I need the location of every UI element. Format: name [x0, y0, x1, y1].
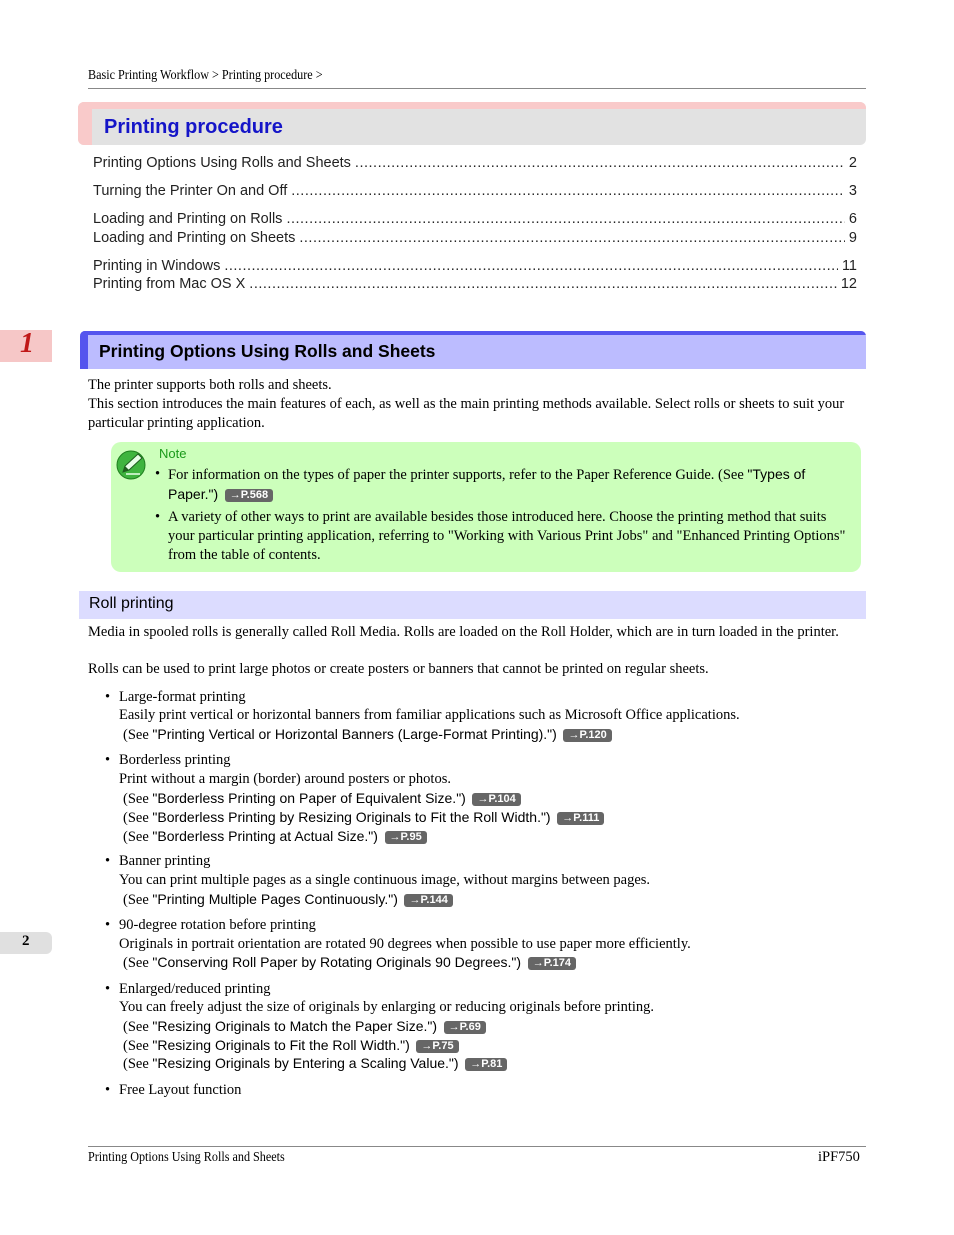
page-ref-badge[interactable]: →P.111: [557, 812, 604, 825]
feature-desc: Easily print vertical or horizontal banners from familiar applications such as Microsoft Office applications.: [119, 707, 740, 723]
toc-entry-page[interactable]: 12: [840, 276, 857, 292]
bullet: •: [105, 917, 111, 933]
footer-section-title: Printing Options Using Rolls and Sheets: [88, 1149, 285, 1164]
see-reference: [123, 789, 521, 809]
toc-entry-title[interactable]: Printing in Windows: [93, 258, 221, 274]
subsection-header-bar: [79, 591, 866, 619]
toc-leader: [249, 276, 837, 292]
see-prefix: (See: [123, 892, 153, 908]
see-prefix: (See: [123, 829, 153, 845]
page-ref-badge[interactable]: →P.104: [472, 793, 520, 806]
see-reference: [123, 953, 576, 973]
feature-title: Borderless printing: [119, 752, 231, 768]
toc-leader: [286, 211, 844, 227]
cross-reference-link[interactable]: "Printing Multiple Pages Continuously."): [152, 891, 398, 907]
page-ref-badge[interactable]: →P.81: [465, 1058, 507, 1071]
see-prefix: (See: [123, 1019, 153, 1035]
bullet: •: [105, 752, 111, 768]
toc-entry[interactable]: [93, 230, 857, 246]
see-prefix: (See: [123, 727, 153, 743]
feature-title: Large-format printing: [119, 689, 246, 705]
cross-reference-link[interactable]: "Resizing Originals to Match the Paper Size."): [152, 1018, 438, 1034]
footer-model-name: iPF750: [818, 1149, 860, 1165]
feature-desc: You can freely adjust the size of originals by enlarging or reducing originals before printing.: [119, 999, 655, 1015]
see-reference: [123, 1036, 459, 1056]
toc-entry-page[interactable]: 6: [848, 211, 857, 227]
page-ref-badge[interactable]: →P.69: [444, 1021, 486, 1034]
see-reference: [123, 890, 453, 910]
see-prefix: (See: [123, 1038, 153, 1054]
feature-title: 90-degree rotation before printing: [119, 917, 316, 933]
chapter-number: 1: [20, 328, 34, 359]
see-prefix: (See: [123, 955, 153, 971]
note-text: A variety of other ways to print are available besides those introduced here. Choose the printing method that suits your particular printing application, referring to "Working with Various Print Jobs" and "Enhanced Printing Options" from the table of contents.: [168, 509, 846, 563]
see-prefix: (See: [123, 1056, 153, 1072]
bullet: •: [105, 853, 111, 869]
page-ref-badge[interactable]: →P.568: [225, 489, 273, 502]
bullet: •: [105, 981, 111, 997]
note-text: For information on the types of paper the printer supports, refer to the Paper Reference Guide. (See: [168, 467, 748, 483]
toc-entry-page[interactable]: 11: [841, 258, 857, 274]
see-prefix: (See: [123, 810, 153, 826]
see-reference: [123, 808, 604, 828]
feature-desc: You can print multiple pages as a single continuous image, without margins between pages.: [119, 872, 651, 888]
toc-entry-title[interactable]: Printing Options Using Rolls and Sheets: [93, 155, 351, 171]
intro-line-1: The printer supports both rolls and sheets.: [88, 377, 332, 393]
see-reference: [123, 1017, 486, 1037]
toc-entry-title[interactable]: Loading and Printing on Sheets: [93, 230, 296, 246]
page-ref-badge[interactable]: →P.174: [528, 957, 576, 970]
feature-desc: Print without a margin (border) around posters or photos.: [119, 771, 451, 787]
cross-reference-link[interactable]: "Borderless Printing at Actual Size."): [152, 828, 378, 844]
see-reference: [123, 827, 427, 847]
page-ref-badge[interactable]: →P.75: [416, 1040, 458, 1053]
bullet: •: [155, 466, 161, 482]
toc-entry-title[interactable]: Turning the Printer On and Off: [93, 183, 288, 199]
cross-reference-link[interactable]: "Resizing Originals by Entering a Scaling Value."): [152, 1055, 459, 1071]
cross-reference-link[interactable]: "Types of Paper."): [168, 466, 806, 502]
pencil-note-icon: [114, 448, 148, 480]
see-reference: [123, 725, 612, 745]
intro-line-2: This section introduces the main features of each, as well as the main printing methods available. Select rolls or sheets to suit your particular printing application.: [88, 396, 845, 431]
feature-desc: Originals in portrait orientation are rotated 90 degrees when possible to use paper more efficiently.: [119, 936, 691, 952]
bullet: •: [155, 509, 161, 525]
note-label: Note: [159, 446, 187, 461]
toc-entry-page[interactable]: 3: [848, 183, 857, 199]
toc-entry[interactable]: [93, 276, 857, 292]
section-title: Printing Options Using Rolls and Sheets: [99, 341, 436, 361]
footer-rule: [88, 1146, 866, 1147]
cross-reference-link[interactable]: "Conserving Roll Paper by Rotating Originals 90 Degrees."): [152, 954, 522, 970]
cross-reference-link[interactable]: "Resizing Originals to Fit the Roll Width."): [152, 1037, 410, 1053]
page-ref-badge[interactable]: →P.95: [385, 831, 427, 844]
page-ref-badge[interactable]: →P.144: [404, 894, 452, 907]
page-number: 2: [22, 933, 30, 949]
toc-entry[interactable]: [93, 183, 857, 199]
toc-leader: [291, 183, 845, 199]
toc-entry[interactable]: [93, 155, 857, 171]
feature-title: Banner printing: [119, 853, 211, 869]
breadcrumb: Basic Printing Workflow > Printing procedure >: [88, 67, 323, 82]
toc-leader: [299, 230, 845, 246]
toc-entry-title[interactable]: Printing from Mac OS X: [93, 276, 246, 292]
cross-reference-link[interactable]: "Borderless Printing on Paper of Equivalent Size."): [152, 790, 466, 806]
bullet: •: [105, 689, 111, 705]
see-prefix: (See: [123, 791, 153, 807]
roll-para-2: Rolls can be used to print large photos or create posters or banners that cannot be printed on regular sheets.: [88, 661, 709, 677]
cross-reference-link[interactable]: "Borderless Printing by Resizing Originals to Fit the Roll Width."): [152, 809, 551, 825]
page-title: Printing procedure: [104, 116, 283, 138]
toc-leader: [224, 258, 838, 274]
roll-para-1: Media in spooled rolls is generally called Roll Media. Rolls are loaded on the Roll Holder, which are in turn loaded in the printer.: [88, 624, 839, 640]
feature-title: Free Layout function: [119, 1082, 242, 1098]
toc-entry-page[interactable]: 2: [848, 155, 857, 171]
cross-reference-link[interactable]: "Printing Vertical or Horizontal Banners (Large-Format Printing)."): [152, 726, 557, 742]
see-reference: [123, 1054, 507, 1074]
feature-title: Enlarged/reduced printing: [119, 981, 271, 997]
toc-entry-title[interactable]: Loading and Printing on Rolls: [93, 211, 283, 227]
subsection-title: Roll printing: [89, 595, 174, 612]
page-ref-badge[interactable]: →P.120: [563, 729, 611, 742]
toc-leader: [355, 155, 845, 171]
bullet: •: [105, 1082, 111, 1098]
header-rule: [88, 88, 866, 89]
toc-entry-page[interactable]: 9: [848, 230, 857, 246]
toc-entry[interactable]: [93, 258, 857, 274]
toc-entry[interactable]: [93, 211, 857, 227]
